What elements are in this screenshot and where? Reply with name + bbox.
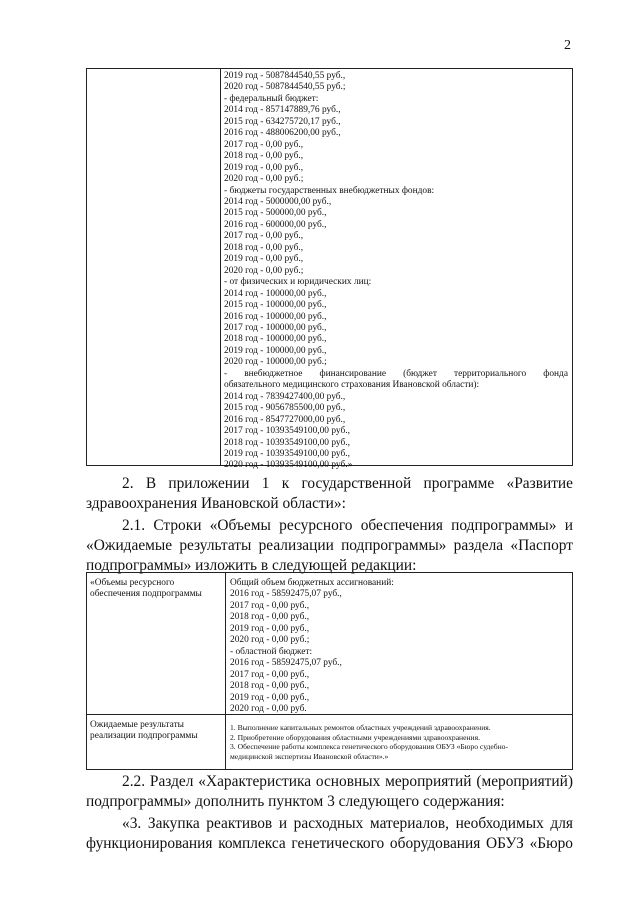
offbudget-heading-line: обязательного медицинского страхования Ивановской области):	[224, 380, 480, 391]
value-line: 2017 год - 0,00 руб.,	[230, 669, 310, 680]
value-line: Общий объем бюджетных ассигнований:	[230, 578, 394, 588]
value-line: 2020 год - 0,00 руб.	[230, 703, 307, 714]
funding-line: - от физических и юридических лиц:	[224, 277, 372, 288]
subprogram-passport-table	[86, 572, 573, 770]
funding-line: 2014 год - 7839427400,00 руб.,	[224, 391, 346, 402]
expected-results-label	[90, 720, 222, 743]
value-line: 2016 год - 58592475,07 руб.,	[230, 658, 342, 669]
paragraph-line: подпрограммы» изложить в следующей редакции:	[86, 557, 417, 574]
value-line: 2020 год - 0,00 руб.;	[230, 635, 310, 646]
value-line: 2016 год - 58592475,07 руб.,	[230, 589, 342, 600]
funding-line: 2019 год - 5087844540,55 руб.,	[224, 71, 346, 81]
label-line: «Объемы ресурсного	[90, 578, 175, 588]
paragraph-line: функционирования комплекса генетического оборудования ОБУЗ «Бюро	[86, 835, 573, 852]
funding-line: 2017 год - 0,00 руб.,	[224, 231, 304, 242]
paragraph-line: здравоохранения Ивановской области»:	[86, 495, 346, 512]
funding-line: 2015 год - 634275720,17 руб.,	[224, 116, 341, 127]
funding-lines	[224, 71, 568, 472]
funding-line: 2016 год - 100000,00 руб.,	[224, 311, 327, 322]
page-number: 2	[564, 38, 571, 53]
funding-line: 2018 год - 0,00 руб.,	[224, 151, 304, 162]
value-line: 2017 год - 0,00 руб.,	[230, 600, 310, 611]
funding-line: 2018 год - 10393549100,00 руб.,	[224, 437, 350, 448]
paragraph-2-1	[86, 516, 573, 576]
paragraph-line: «3. Закупка реактивов и расходных материалов, необходимых для	[122, 815, 573, 832]
funding-line: 2014 год - 100000,00 руб.,	[224, 288, 327, 299]
paragraph-line: 2.2. Раздел «Характеристика основных мероприятий (мероприятий)	[122, 773, 573, 790]
paragraph-2-2	[86, 772, 573, 812]
funding-line: 2018 год - 100000,00 руб.,	[224, 334, 327, 345]
value-line: 2019 год - 0,00 руб.,	[230, 692, 310, 703]
paragraph-line: 2.1. Строки «Объемы ресурсного обеспечения подпрограммы» и	[122, 517, 573, 534]
paragraph-3	[86, 814, 573, 854]
funding-line: 2020 год - 100000,00 руб.;	[224, 357, 327, 368]
paragraph-line: подпрограммы» дополнить пунктом 3 следующего содержания:	[86, 793, 505, 810]
value-line: 2018 год - 0,00 руб.,	[230, 681, 310, 692]
funding-line: 2015 год - 500000,00 руб.,	[224, 208, 327, 219]
funding-line: 2018 год - 0,00 руб.,	[224, 242, 304, 253]
result-line: 2. Приобретение оборудования областными учреждениями здравоохранения.	[230, 732, 481, 742]
funding-line: 2020 год - 5087844540,55 руб.;	[224, 82, 346, 93]
paragraph-2	[86, 474, 573, 514]
funding-line: 2017 год - 0,00 руб.,	[224, 139, 304, 150]
funding-line: 2017 год - 100000,00 руб.,	[224, 322, 327, 333]
funding-line: 2014 год - 857147889,76 руб.,	[224, 105, 341, 116]
label-line: обеспечения подпрограммы	[90, 589, 202, 600]
funding-line: - федеральный бюджет:	[224, 93, 319, 104]
result-line: 3. Обеспечение работы комплекса генетического оборудования ОБУЗ «Бюро судебно-	[230, 742, 509, 752]
funding-line: 2017 год - 10393549100,00 руб.,	[224, 426, 350, 437]
result-line: 1. Выполнение капитальных ремонтов областных учреждений здравоохранения.	[230, 723, 491, 732]
label-line: Ожидаемые результаты	[90, 720, 184, 730]
funding-line: 2019 год - 0,00 руб.,	[224, 162, 304, 173]
funding-line: 2020 год - 10393549100,00 руб.»	[224, 460, 353, 471]
offbudget-heading-line: - внебюджетное финансирование (бюджет территориального фонда	[224, 368, 568, 379]
value-line: - областной бюджет:	[230, 646, 313, 657]
resource-volume-values	[230, 578, 568, 715]
funding-line: 2019 год - 0,00 руб.,	[224, 254, 304, 265]
result-line: медицинской экспертизы Ивановской области».»	[230, 752, 389, 762]
value-line: 2018 год - 0,00 руб.,	[230, 612, 310, 623]
value-line: 2019 год - 0,00 руб.,	[230, 623, 310, 634]
expected-results-values	[230, 723, 568, 762]
funding-line: 2016 год - 488006200,00 руб.,	[224, 128, 341, 139]
paragraph-line: «Ожидаемые результаты реализации подпрограммы» раздела «Паспорт	[86, 537, 573, 554]
funding-line: 2019 год - 100000,00 руб.,	[224, 345, 327, 356]
funding-line: 2015 год - 9056785500,00 руб.,	[224, 403, 346, 414]
funding-line: 2020 год - 0,00 руб.;	[224, 174, 304, 185]
funding-line: 2014 год - 5000000,00 руб.,	[224, 196, 332, 207]
funding-line: 2019 год - 10393549100,00 руб.,	[224, 448, 350, 459]
funding-line: 2020 год - 0,00 руб.;	[224, 265, 304, 276]
funding-line: 2015 год - 100000,00 руб.,	[224, 300, 327, 311]
resource-volume-label	[90, 578, 222, 601]
funding-line: - бюджеты государственных внебюджетных фондов:	[224, 185, 435, 196]
funding-line: 2016 год - 600000,00 руб.,	[224, 219, 327, 230]
column-divider	[220, 69, 221, 465]
funding-table-continuation	[86, 68, 573, 471]
column-divider	[225, 573, 226, 769]
funding-line: 2016 год - 8547727000,00 руб.,	[224, 414, 346, 425]
paragraph-line: 2. В приложении 1 к государственной программе «Развитие	[122, 475, 573, 492]
label-line: реализации подпрограммы	[90, 731, 198, 742]
